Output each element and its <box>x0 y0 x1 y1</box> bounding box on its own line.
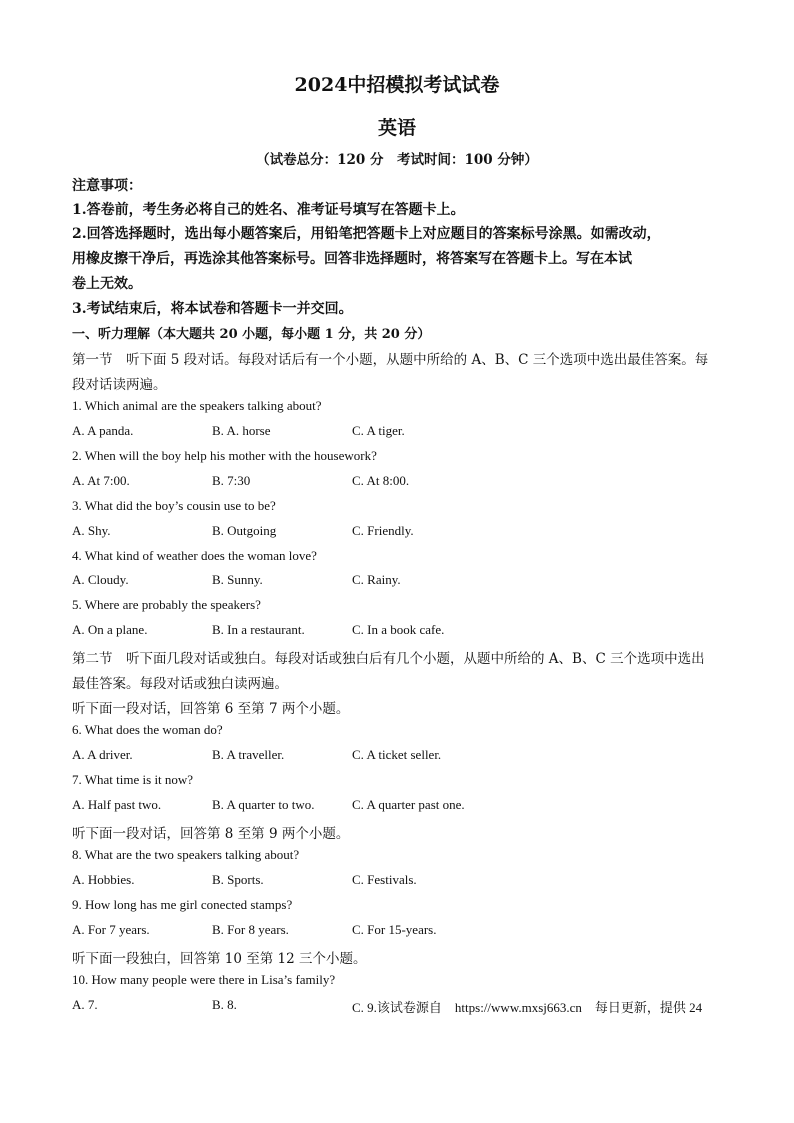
note-2-line-2: 用橡皮擦干净后，再选涂其他答案标号。回答非选择题时，将答案写在答题卡上。写在本试 <box>72 251 632 267</box>
question-8: 8. What are the two speakers talking about? <box>72 847 300 862</box>
q7-option-c: C. A quarter past one. <box>352 797 465 812</box>
q2-option-a: A. At 7:00. <box>72 473 130 488</box>
q6-option-c: C. A ticket seller. <box>352 747 442 762</box>
q3-option-b: B. Outgoing <box>212 523 277 538</box>
notes-heading: 注意事项： <box>72 178 142 194</box>
q3-option-a: A. Shy. <box>72 523 111 538</box>
question-2: 2. When will the boy help his mother with the housework? <box>72 448 377 463</box>
q4-option-c: C. Rainy. <box>352 572 401 587</box>
question-9: 9. How long has me girl conected stamps? <box>72 897 293 912</box>
q10-option-c: C. 9.该试卷源自 https://www.mxsj663.cn 每日更新，提供 24 <box>352 1000 703 1015</box>
note-3: 3.考试结束后，将本试卷和答题卡一并交回。 <box>72 301 353 317</box>
q1-option-c: C. A tiger. <box>352 423 405 438</box>
question-5: 5. Where are probably the speakers? <box>72 597 261 612</box>
note-2-line-1: 2.回答选择题时，选出每小题答案后，用铅笔把答题卡上对应题目的答案标号涂黑。如需改动， <box>72 226 661 242</box>
subject-title: 英语 <box>377 117 416 139</box>
q2-option-b: B. 7:30 <box>212 473 251 488</box>
q9-option-a: A. For 7 years. <box>72 922 150 937</box>
q8-option-c: C. Festivals. <box>352 872 417 887</box>
section-1-heading: 一、听力理解（本大题共 20 小题，每小题 1 分，共 20 分） <box>72 327 431 342</box>
question-7: 7. What time is it now? <box>72 772 194 787</box>
q4-option-b: B. Sunny. <box>212 572 263 587</box>
question-6: 6. What does the woman do? <box>72 722 223 737</box>
listening-instruction-10-12: 听下面一段独白，回答第 10 至第 12 三个小题。 <box>72 951 367 967</box>
q1-option-b: B. A. horse <box>212 423 271 438</box>
q9-option-c: C. For 15-years. <box>352 922 437 937</box>
q5-option-a: A. On a plane. <box>72 622 148 637</box>
q2-option-c: C. At 8:00. <box>352 473 410 488</box>
q8-option-b: B. Sports. <box>212 872 264 887</box>
part-2-intro-line-2: 最佳答案。每段对话或独白读两遍。 <box>72 676 288 692</box>
q5-option-b: B. In a restaurant. <box>212 622 305 637</box>
question-1: 1. Which animal are the speakers talking about? <box>72 398 322 413</box>
question-3: 3. What did the boy’s cousin use to be? <box>72 498 276 513</box>
q4-option-a: A. Cloudy. <box>72 572 129 587</box>
question-10: 10. How many people were there in Lisa’s family? <box>72 972 336 987</box>
q5-option-c: C. In a book cafe. <box>352 622 445 637</box>
note-2-line-3: 卷上无效。 <box>72 276 142 292</box>
q6-option-b: B. A traveller. <box>212 747 285 762</box>
question-4: 4. What kind of weather does the woman love? <box>72 548 317 563</box>
part-2-intro-line-1: 第二节 听下面几段对话或独白。每段对话或独白后有几个小题，从题中所给的 A、B、C 三个选项中选出 <box>72 651 705 667</box>
q9-option-b: B. For 8 years. <box>212 922 289 937</box>
part-1-intro-line-1: 第一节 听下面 5 段对话。每段对话后有一个小题，从题中所给的 A、B、C 三个选项中选出最佳答案。每 <box>72 352 709 368</box>
part-1-intro-line-2: 段对话读两遍。 <box>72 377 167 393</box>
exam-title: 2024中招模拟考试试卷 <box>294 74 500 96</box>
q8-option-a: A. Hobbies. <box>72 872 135 887</box>
exam-meta: （试卷总分：120 分 考试时间：100 分钟） <box>256 152 538 168</box>
q10-option-a: A. 7. <box>72 997 98 1012</box>
q7-option-a: A. Half past two. <box>72 797 162 812</box>
q1-option-a: A. A panda. <box>72 423 134 438</box>
note-1: 1.答卷前，考生务必将自己的姓名、准考证号填写在答题卡上。 <box>72 202 465 218</box>
q3-option-c: C. Friendly. <box>352 523 414 538</box>
q7-option-b: B. A quarter to two. <box>212 797 315 812</box>
listening-instruction-6-7: 听下面一段对话，回答第 6 至第 7 两个小题。 <box>72 701 350 717</box>
q6-option-a: A. A driver. <box>72 747 133 762</box>
q10-option-b: B. 8. <box>212 997 237 1012</box>
listening-instruction-8-9: 听下面一段对话，回答第 8 至第 9 两个小题。 <box>72 826 350 842</box>
